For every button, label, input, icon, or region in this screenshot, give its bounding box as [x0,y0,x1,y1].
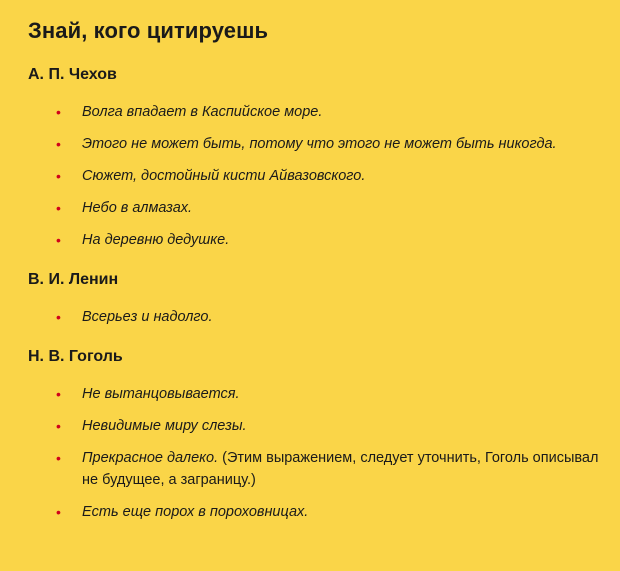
bullet-icon: • [56,386,61,402]
bullet-icon: • [56,504,61,520]
list-item [28,501,620,523]
quote-text: На деревню дедушке. [82,232,230,248]
quote-text: Не вытанцовывается. [82,386,240,402]
list-item [28,383,620,405]
quote-text: Этого не может быть, потому что этого не может быть никогда. [82,136,557,152]
bullet-icon: • [56,418,61,434]
quote-text: Всерьез и надолго. [82,309,213,325]
bullet-icon: • [56,200,61,216]
quote-text: Небо в алмазах. [82,200,193,216]
page-title: Знай, кого цитируешь [28,18,269,43]
bullet-icon: • [56,232,61,248]
quote-list-chekhov [28,101,620,251]
section-heading-gogol: Н. В. Гоголь [28,348,123,365]
list-item [28,306,620,328]
list-item [28,101,620,123]
section-heading-lenin: В. И. Ленин [28,271,119,288]
list-item [28,165,620,187]
list-item [28,447,620,491]
section-heading-chekhov: А. П. Чехов [28,66,117,83]
quote-list-gogol [28,383,620,523]
quote-text: Сюжет, достойный кисти Айвазовского. [82,168,366,184]
quote-text: Волга впадает в Каспийское море. [82,104,323,120]
bullet-icon: • [56,136,61,152]
bullet-icon: • [56,104,61,120]
list-item [28,415,620,437]
quote-list-lenin [28,306,620,328]
list-item [28,133,620,155]
quote-text: Есть еще порох в пороховницах. [82,504,309,520]
quote-text: Прекрасное далеко. [82,450,219,466]
list-item [28,197,620,219]
list-item [28,229,620,251]
bullet-icon: • [56,309,61,325]
quote-text: Невидимые миру слезы. [82,418,247,434]
bullet-icon: • [56,168,61,184]
quote-note: (Этим выражением, следует уточнить, Гоголь описывал не будущее, а заграницу.) [82,450,599,488]
bullet-icon: • [56,450,61,466]
